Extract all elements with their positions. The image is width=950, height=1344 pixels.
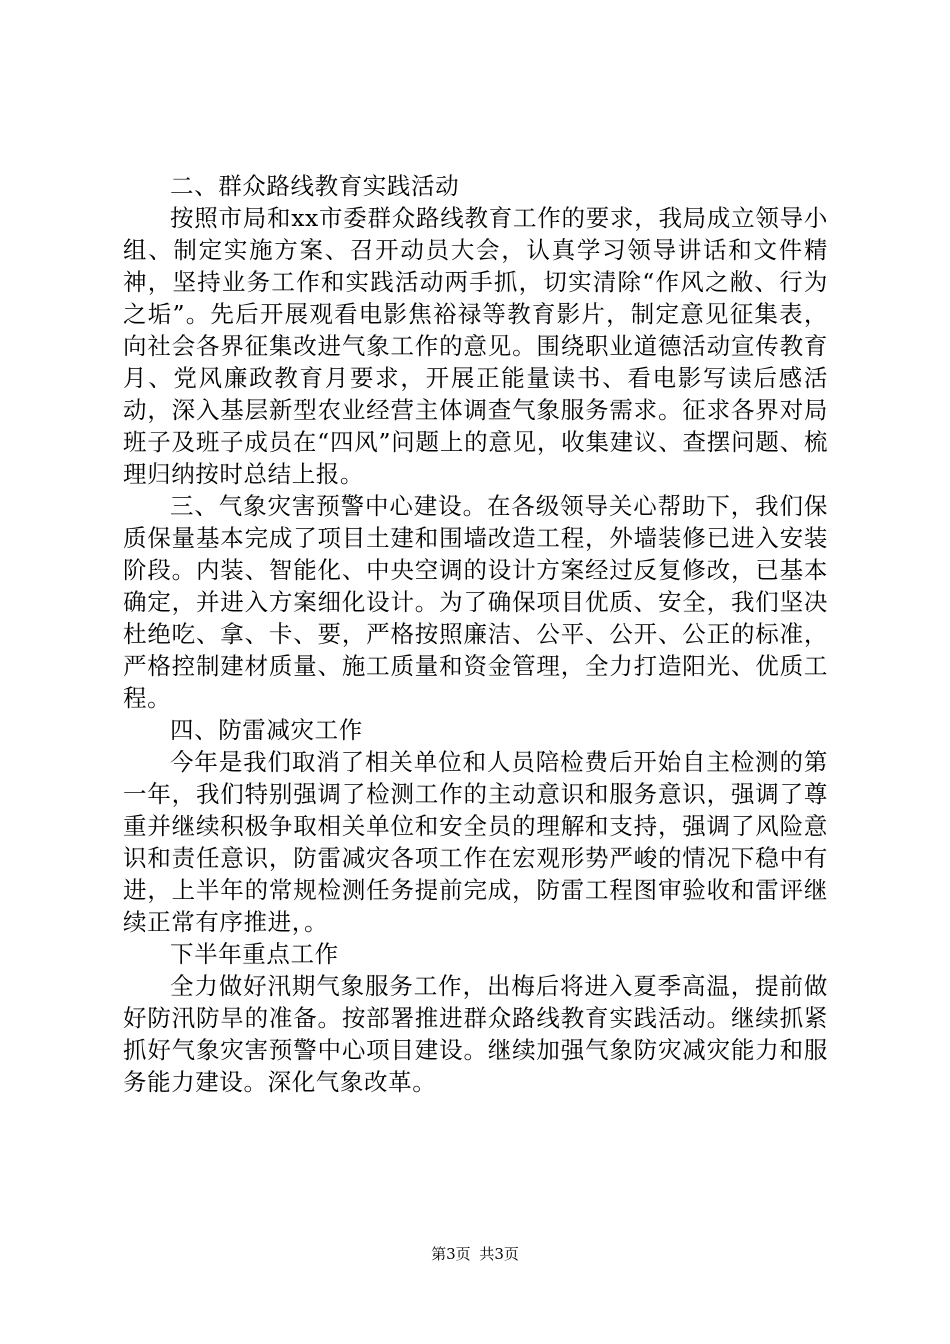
section-heading-second-half: 下半年重点工作 xyxy=(170,940,339,968)
paragraph-warning-center: 三、气象灾害预警中心建设。在各级领导关心帮助下，我们保质保量基本完成了项目土建和围墙改造工程，外墙装修已进入安装阶段。内装、智能化、中央空调的设计方案经过反复修改，已基本确定，并进入方案细化设计。为了确保项目优质、安全，我们坚决杜绝吃、拿、卡、要，严格按照廉洁、公平、公开、公正的标准，严格控制建材质量、施工质量和资金管理，全力打造阳光、优质工程。 xyxy=(123,492,828,712)
document-body xyxy=(123,170,828,1098)
page-number: 第3页 xyxy=(431,1245,471,1263)
page-total: 共3页 xyxy=(479,1245,519,1263)
paragraph-second-half-details: 全力做好汛期气象服务工作，出梅后将进入夏季高温，提前做好防汛防旱的准备。按部署推进群众路线教育实践活动。继续抓紧抓好气象灾害预警中心项目建设。继续加强气象防灾减灾能力和服务能力建设。深化气象改革。 xyxy=(123,972,828,1096)
paragraph-mass-line-details: 按照市局和xx市委群众路线教育工作的要求，我局成立领导小组、制定实施方案、召开动员大会，认真学习领导讲话和文件精神，坚持业务工作和实践活动两手抓，切实清除“作风之敝、行为之垢”。先后开展观看电影焦裕禄等教育影片，制定意见征集表，向社会各界征集改进气象工作的意见。围绕职业道德活动宣传教育月、党风廉政教育月要求，开展正能量读书、看电影写读后感活动，深入基层新型农业经营主体调查气象服务需求。征求各界对局班子及班子成员在“四风”问题上的意见，收集建议、查摆问题、梳理归纳按时总结上报。 xyxy=(123,204,828,488)
paragraph-lightning-details: 今年是我们取消了相关单位和人员陪检费后开始自主检测的第一年，我们特别强调了检测工作的主动意识和服务意识，强调了尊重并继续积极争取相关单位和安全员的理解和支持，强调了风险意识和责任意识，防雷减灾各项工作在宏观形势严峻的情况下稳中有进，上半年的常规检测任务提前完成，防雷工程图审验收和雷评继续正常有序推进，。 xyxy=(123,748,828,936)
page-footer xyxy=(0,1244,950,1264)
section-heading-lightning: 四、防雷减灾工作 xyxy=(170,716,363,744)
section-heading-mass-line: 二、群众路线教育实践活动 xyxy=(170,172,460,200)
